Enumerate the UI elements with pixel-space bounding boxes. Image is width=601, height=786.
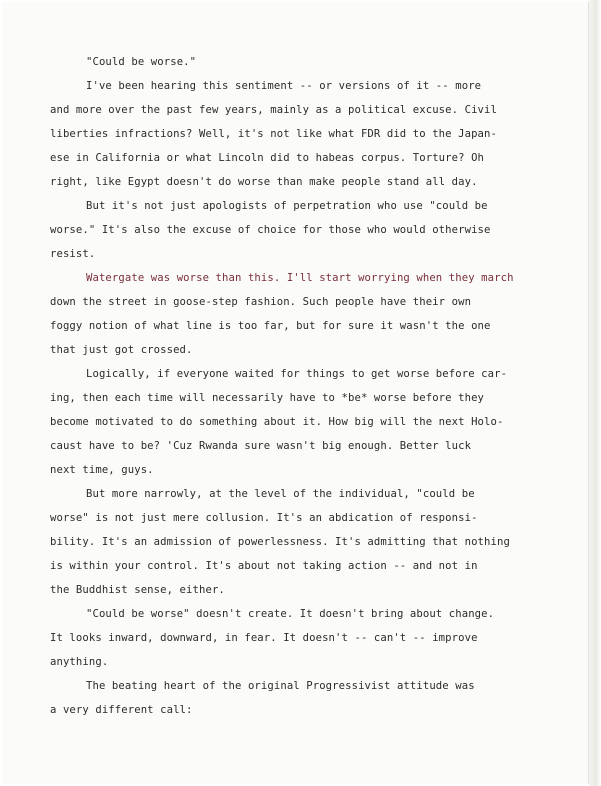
text-line-9: resist.: [50, 248, 96, 260]
text-line-19: But more narrowly, at the level of the individual, "could be: [86, 488, 475, 500]
text-line-5: ese in California or what Lincoln did to habeas corpus. Torture? Oh: [50, 152, 485, 164]
text-line-2: I've been hearing this sentiment -- or versions of it -- more: [86, 80, 482, 92]
text-line-4: liberties infractions? Well, it's not like what FDR did to the Japan-: [50, 128, 497, 140]
text-line-14: Logically, if everyone waited for things to get worse before car-: [86, 368, 508, 380]
text-line-25: It looks inward, downward, in fear. It doesn't -- can't -- improve: [50, 632, 478, 644]
text-line-27: The beating heart of the original Progressivist attitude was: [86, 680, 475, 692]
text-line-17: caust have to be? 'Cuz Rwanda sure wasn't big enough. Better luck: [50, 440, 472, 452]
paper-edge-shadow: [589, 0, 601, 786]
typewritten-page: [2, 2, 589, 784]
text-line-3: and more over the past few years, mainly as a political excuse. Civil: [50, 104, 497, 116]
text-line-6: right, like Egypt doesn't do worse than make people stand all day.: [50, 176, 478, 188]
text-line-1: "Could be worse.": [86, 56, 197, 68]
text-line-11: down the street in goose-step fashion. Such people have their own: [50, 296, 472, 308]
text-line-10: Watergate was worse than this. I'll start worrying when they march: [86, 272, 514, 284]
text-line-20: worse" is not just mere collusion. It's an abdication of responsi-: [50, 512, 478, 524]
text-line-26: anything.: [50, 656, 109, 668]
text-line-28: a very different call:: [50, 704, 193, 716]
text-line-24: "Could be worse" doesn't create. It doesn't bring about change.: [86, 608, 495, 620]
text-line-13: that just got crossed.: [50, 344, 193, 356]
text-line-8: worse." It's also the excuse of choice for those who would otherwise: [50, 224, 491, 236]
typed-text-body: [50, 50, 570, 722]
text-line-7: But it's not just apologists of perpetration who use "could be: [86, 200, 488, 212]
text-line-12: foggy notion of what line is too far, but for sure it wasn't the one: [50, 320, 491, 332]
text-line-23: the Buddhist sense, either.: [50, 584, 225, 596]
text-line-22: is within your control. It's about not taking action -- and not in: [50, 560, 478, 572]
text-line-21: bility. It's an admission of powerlessness. It's admitting that nothing: [50, 536, 510, 548]
text-line-16: become motivated to do something about it. How big will the next Holo-: [50, 416, 504, 428]
text-line-18: next time, guys.: [50, 464, 154, 476]
text-line-15: ing, then each time will necessarily have to *be* worse before they: [50, 392, 485, 404]
